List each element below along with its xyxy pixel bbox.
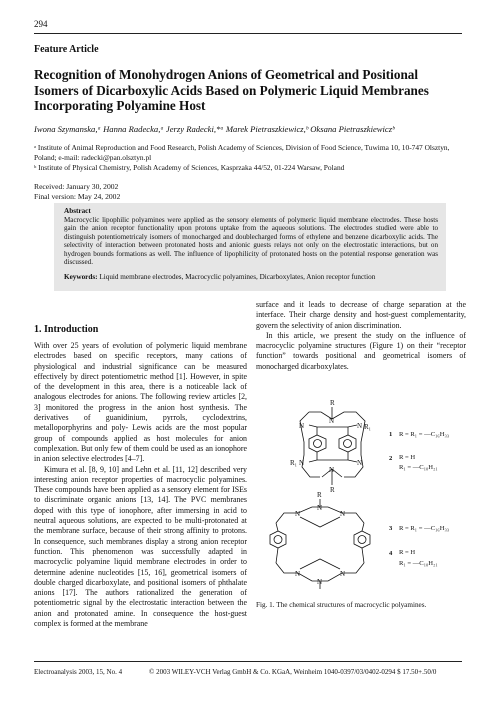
atom-n: N [295,510,301,518]
compound-1-number: 1 [389,431,393,438]
atom-n: N [295,570,301,578]
compound-4-label-a: R = H [399,549,416,556]
intro-heading: 1. Introduction [34,324,99,335]
keywords-text: Liquid membrane electrodes, Macrocyclic polyamines, Dicarboxylates, Anion receptor function [99,273,376,281]
page-number: 294 [34,19,48,29]
abstract-text: Macrocyclic lipophilic polyamines were applied as the sensory elements of polymeric liquid membrane electrodes. These hosts gain the anion receptor functionality upon protons uptake from the aqueous solutions. The electrodes studied were able to distinguish potentiometricaly isomers of monocharged and doublecharged forms of ethylene and benzene dicarboxylic acids. The selectivity of interaction between protonated hosts and anionic guests relays not only on the electrostatic interactions, but on hydrogen bounds formations as well. The influence of lipophilicity of protonated hosts on the potential response generation was discussed. [64,216,438,267]
compound-1-label: R = R₁ = —C₁₆H₃₃ [399,431,450,438]
final-version-date: Final version: May 24, 2002 [34,191,121,201]
copyright-notice: © 2003 WILEY-VCH Verlag GmbH & Co. KGaA, Weinheim 1040-0397/03/0402-0294 $ 17.50+.50/0 [149,668,437,676]
journal-citation: Electroanalysis 2003, 15, No. 4 [34,668,123,676]
atom-n: N [329,417,335,425]
atom-r1: R₁ [290,459,298,467]
compound-2-number: 2 [389,455,393,462]
intro-paragraph: In this article, we present the study on the influence of macrocyclic polyamine structures (Figure 1) on their “receptor function” towards positional and geometrical isomers of monocharged dicarboxylates. [256,330,466,371]
compound-3-label: R = R₁ = —C₁₆H₃₃ [399,525,450,532]
compound-4-number: 4 [389,550,393,557]
header-rule [34,33,462,34]
intro-paragraph: surface and it leads to decrease of charge separation at the interface. Their charge density and host-guest complementarity, govern the selectivity of anion discrimination. [256,300,466,330]
received-date: Received: January 30, 2002 [34,182,119,191]
compound-2-label-a: R = H [399,454,416,461]
keywords-label: Keywords: [64,273,98,281]
atom-n: N [340,510,346,518]
atom-labels-top [290,399,371,494]
atom-r: R [330,486,335,494]
compound-labels [389,431,449,567]
atom-n: N [340,570,346,578]
intro-left-column [34,341,247,629]
atom-n: N [317,578,323,586]
intro-paragraph: With over 25 years of evolution of polymeric liquid membrane electrodes based on specific receptors, many cations of physiological and industrial significance can be measured effectively by direct potentiometric method [1]. However, in spite of the development in this area, there is a noticeable lack of analogous electrodes for anions. The following review articles [2, 3] monitored the progress in the anion host synthesis. The derivatives of guanidinium, pyrrols, cyclodextrins, metalloporphyrins and poly- Lewis acids are the most popular group of compounds applied as host molecules for anion complexation. But only few of them could be used as an ionophore in anion selective electrodes [4–7]. [34,341,247,464]
affiliation-b: ᵇ Institute of Physical Chemistry, Polish Academy of Sciences, Kasprzaka 44/52, 01-224 Warsaw, Poland [34,163,345,172]
atom-n: N [299,459,305,467]
atom-r: R [330,399,335,407]
article-title: Recognition of Monohydrogen Anions of Geometrical and Positional Isomers of Dicarboxylic Acids Based on Polymeric Liquid Membranes Incorporating Polyamine Host [34,67,429,113]
chemical-structures-diagram [254,395,464,593]
section-label: Feature Article [34,44,99,55]
macrocycle-structure-bottom [270,499,370,589]
affiliation-a: ᵃ Institute of Animal Reproduction and Food Research, Polish Academy of Sciences, Division of Food Science, Tuwima 10, 10-747 Olsztyn, Poland; e-mail: radecki@pan.olsztyn.pl [34,143,450,162]
compound-4-label-b: R₁ = —C₁₀H₂₁ [399,560,438,567]
compound-2-label-b: R₁ = —C₁₀H₂₁ [399,464,438,471]
intro-right-column [256,300,466,372]
author-list: Iwona Szymanska,ᵃ Hanna Radecka,ᵃ Jerzy Radecki,*ᵃ Marek Pietraszkiewicz,ᵇ Oksana Pietraszkiewiczᵇ [34,124,395,134]
atom-n: N [357,422,363,430]
figure-1 [254,395,464,593]
atom-r: R [317,491,322,499]
abstract-heading: Abstract [64,207,91,215]
atom-n: N [299,422,305,430]
atom-n: N [357,459,363,467]
compound-3-number: 3 [389,525,393,532]
footer-rule [34,661,462,662]
intro-paragraph: Kimura et al. [8, 9, 10] and Lehn et al. [11, 12] described very interesting anion receptor properties of macrocyclic polyamines. These compounds have been applied as a sensory element for ISEs to discriminate organic anions [13, 14]. The PVC membranes doped with this type of ionophore, after immersing in acid to neutral aqueous solutions, are expected to be multi-protonated at the membrane surface, because of their strong affinity to protons. In consequence, such membranes display a strong anion receptor function. This phenomenon was successfully adapted in macrocyclic polyamine liquid membrane electrodes in order to determine adenine nucleotides [15, 16], geometrical isomers of double charged dicarboxylate, and positional isomers of phthalate anions [17]. The authors rationalized the generation of potentiometric signal by the electrostatic interaction between the anion and protonated amine. In consequence the host-guest complex is formed at the membrane [34,464,247,629]
atom-r1: R₁ [364,423,372,431]
dates-block [34,182,120,201]
keywords [64,273,438,282]
figure-caption: Fig. 1. The chemical structures of macrocyclic polyamines. [256,601,427,609]
atom-n: N [317,504,323,512]
atom-labels-bottom [295,491,345,586]
atom-n: N [329,466,335,474]
